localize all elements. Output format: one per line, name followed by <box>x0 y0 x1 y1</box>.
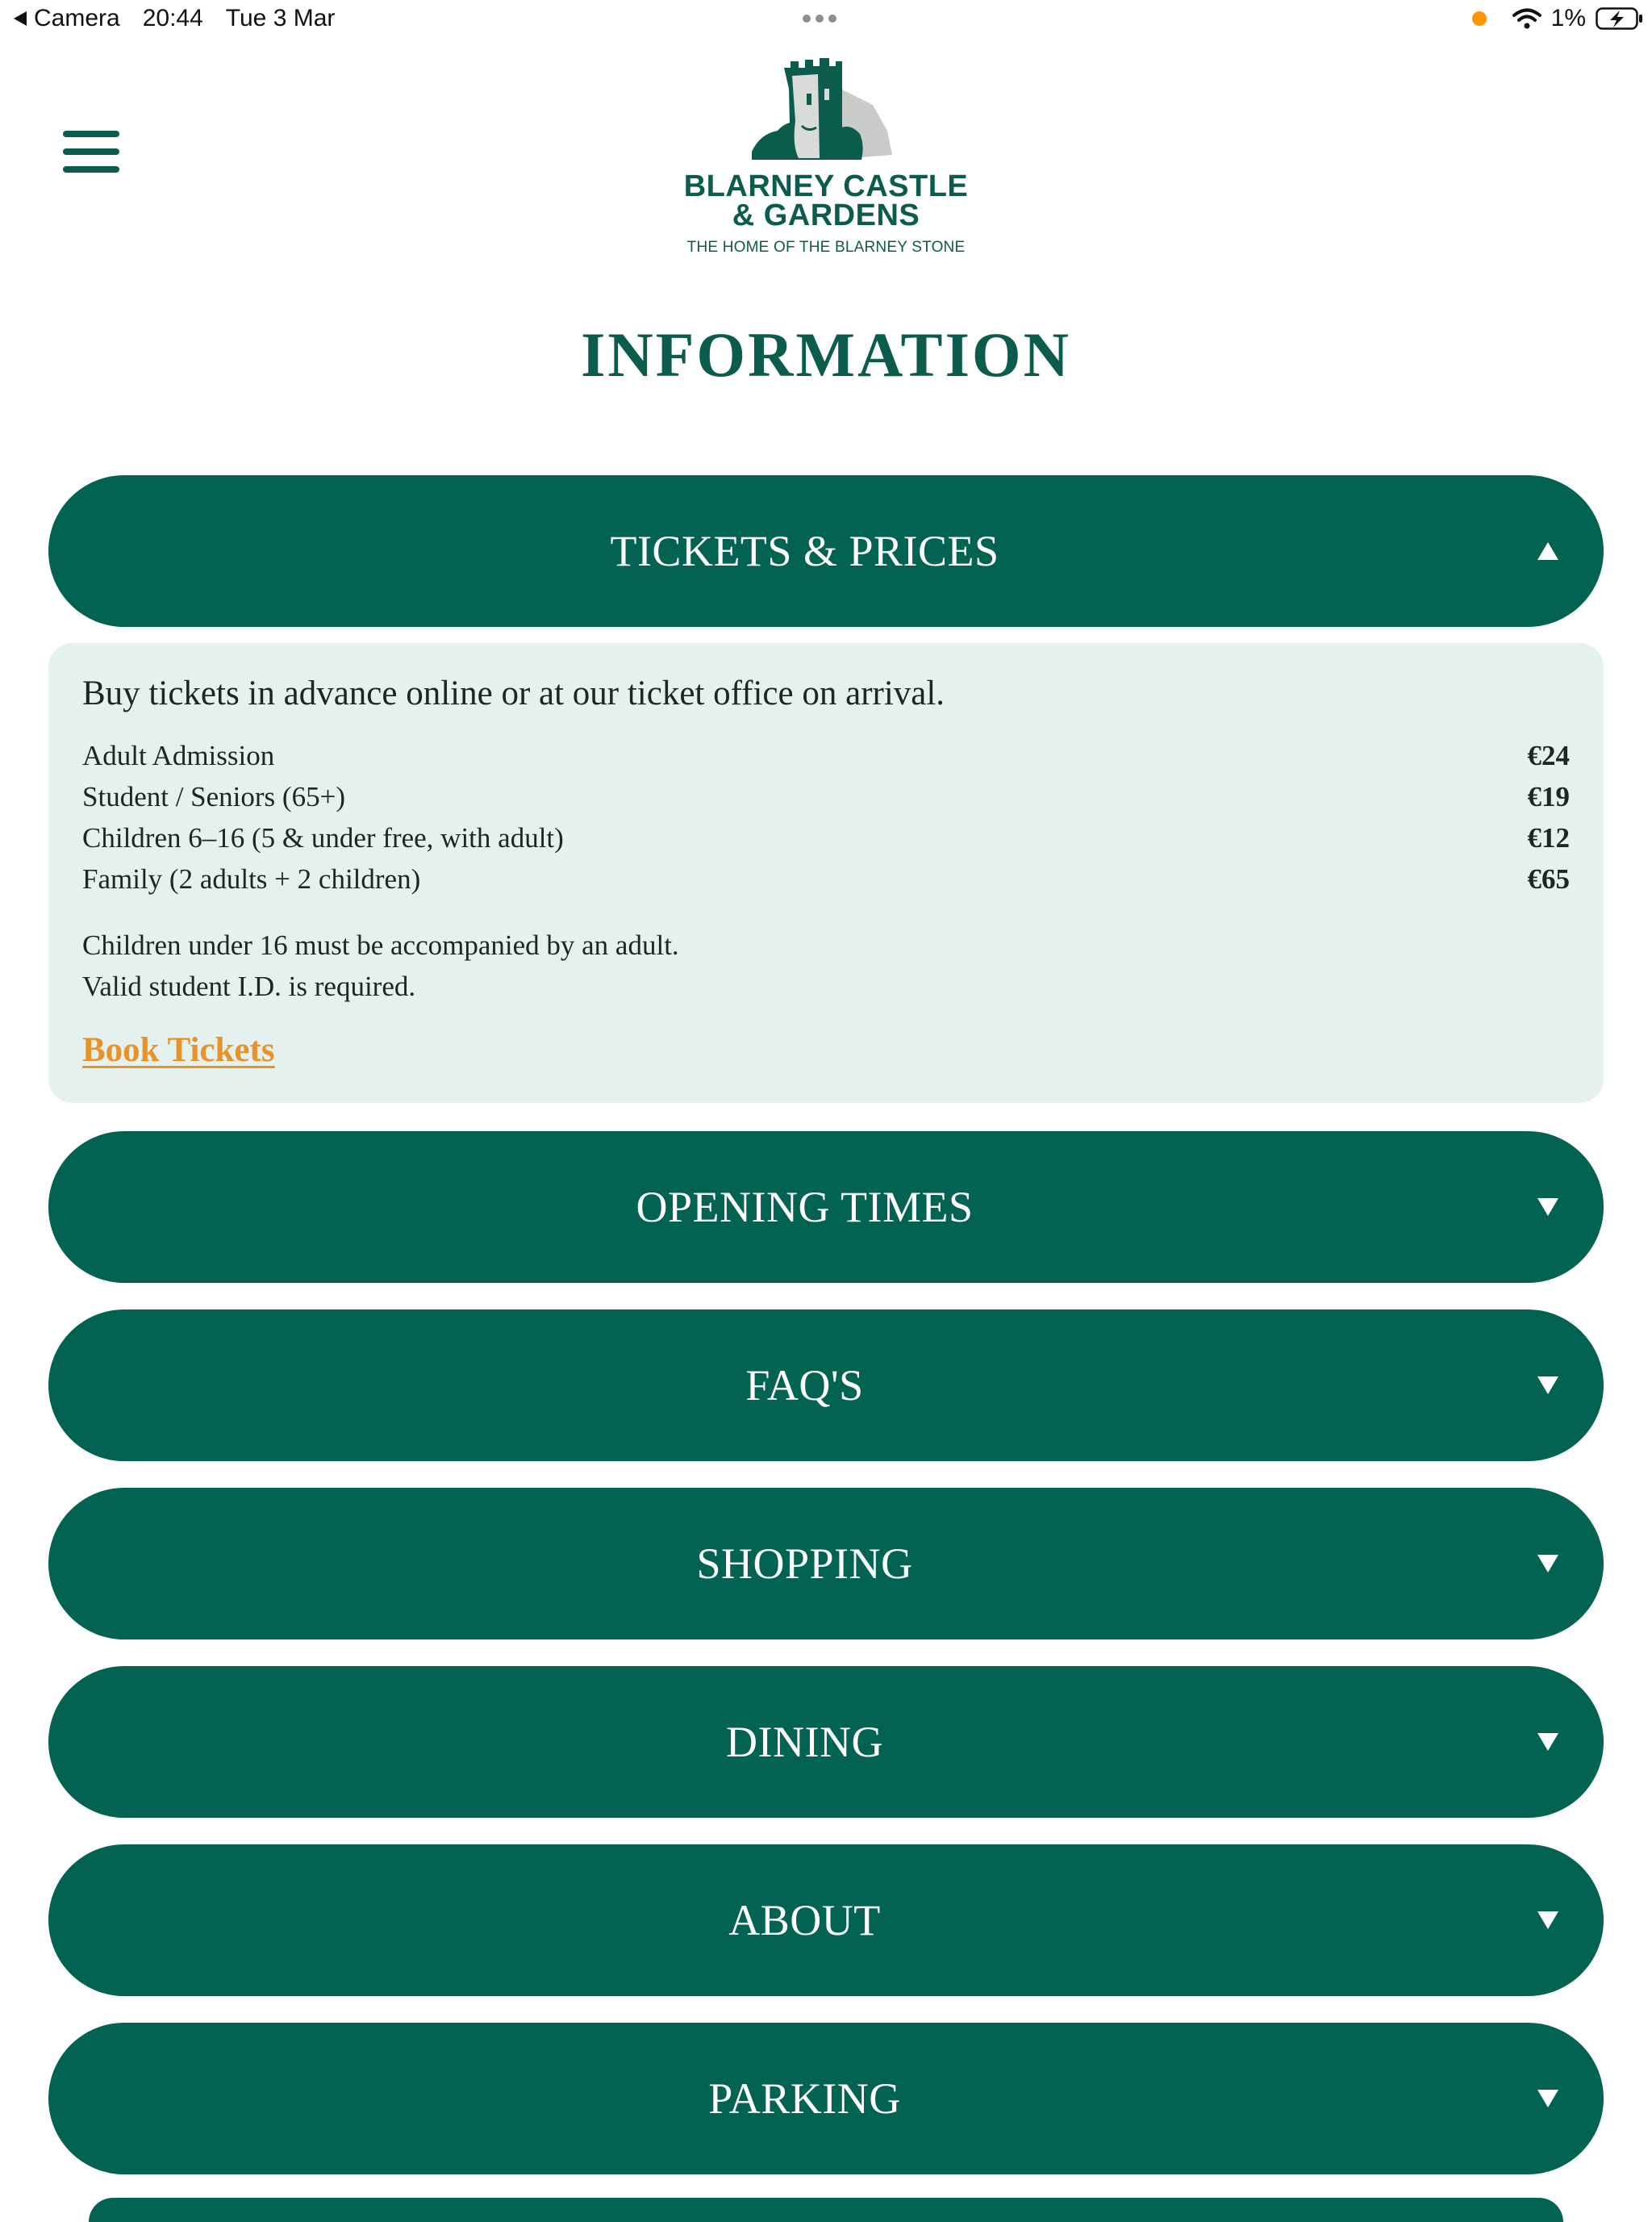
tickets-prices-panel <box>48 643 1604 1103</box>
hamburger-menu-icon <box>63 131 119 137</box>
accordion-label: OPENING TIMES <box>636 1183 974 1231</box>
triangle-down-icon <box>1537 1554 1559 1573</box>
battery-percent: 1% <box>1550 5 1586 31</box>
privacy-indicator-icon <box>1472 11 1487 26</box>
price-value: €24 <box>1527 740 1570 771</box>
back-to-app-link[interactable] <box>13 5 120 32</box>
price-value: €12 <box>1527 822 1570 854</box>
price-label: Student / Seniors (65+) <box>82 781 345 812</box>
status-date: Tue 3 Mar <box>225 5 336 31</box>
page-title: INFORMATION <box>581 320 1071 390</box>
triangle-up-icon <box>1537 541 1559 561</box>
accordion-tickets-prices[interactable] <box>48 475 1604 627</box>
accordion-label: ABOUT <box>728 1896 881 1944</box>
accordion-dining[interactable] <box>48 1666 1604 1818</box>
price-label: Family (2 adults + 2 children) <box>82 863 421 895</box>
accordion-opening-times[interactable] <box>48 1131 1604 1283</box>
logo-title-line1: BLARNEY CASTLE <box>683 169 969 203</box>
next-accordion-edge[interactable] <box>89 2198 1563 2222</box>
accordion-label: DINING <box>726 1718 883 1766</box>
price-row <box>82 822 1570 862</box>
wifi-icon <box>1512 7 1541 30</box>
back-arrow-icon <box>13 10 27 27</box>
logo-tagline: THE HOME OF THE BLARNEY STONE <box>686 239 966 256</box>
price-label: Adult Admission <box>82 740 275 771</box>
site-logo[interactable] <box>661 56 991 266</box>
triangle-down-icon <box>1537 1376 1559 1395</box>
price-value: €65 <box>1527 863 1570 895</box>
triangle-down-icon <box>1537 2089 1559 2108</box>
accordion-shopping[interactable] <box>48 1488 1604 1639</box>
accordion-faqs[interactable] <box>48 1309 1604 1461</box>
battery-charging-icon <box>1596 6 1644 31</box>
price-row <box>82 863 1570 904</box>
logo-title-line2: & GARDENS <box>732 198 920 232</box>
tickets-intro-text: Buy tickets in advance online or at our ticket office on arrival. <box>82 675 945 712</box>
price-row <box>82 740 1570 780</box>
multitasking-dots-icon[interactable] <box>803 15 836 23</box>
triangle-down-icon <box>1537 1197 1559 1217</box>
tickets-note: Children under 16 must be accompanied by an adult. <box>82 929 679 961</box>
price-label: Children 6–16 (5 & under free, with adult) <box>82 822 564 854</box>
accordion-label: TICKETS & PRICES <box>610 527 999 575</box>
menu-button[interactable] <box>63 131 119 173</box>
accordion-label: SHOPPING <box>696 1539 913 1588</box>
price-value: €19 <box>1527 781 1570 812</box>
tickets-note: Valid student I.D. is required. <box>82 971 416 1002</box>
accordion-label: PARKING <box>708 2074 901 2123</box>
status-bar <box>0 0 1652 40</box>
triangle-down-icon <box>1537 1732 1559 1752</box>
accordion-about[interactable] <box>48 1844 1604 1996</box>
triangle-down-icon <box>1537 1911 1559 1930</box>
accordion-label: FAQ'S <box>745 1361 864 1410</box>
status-time: 20:44 <box>142 5 203 31</box>
accordion-parking[interactable] <box>48 2023 1604 2174</box>
price-row <box>82 781 1570 821</box>
castle-logo-icon <box>752 56 900 166</box>
back-app-label: Camera <box>34 5 120 31</box>
book-tickets-link[interactable]: Book Tickets <box>82 1031 275 1069</box>
